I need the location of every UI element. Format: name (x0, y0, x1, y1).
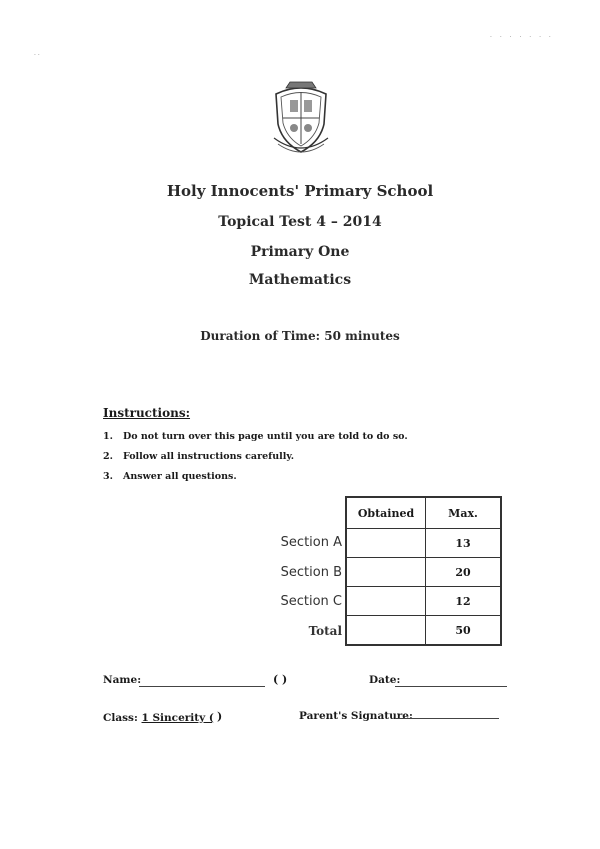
table-row (346, 587, 501, 616)
class-row (103, 712, 214, 724)
row-label-section-b: Section B (280, 564, 342, 580)
instruction-item (103, 430, 408, 450)
level: Primary One (250, 244, 350, 260)
max-cell: 13 (426, 529, 502, 558)
scan-speck-marks-left: · · (34, 52, 40, 59)
obtained-cell[interactable] (346, 558, 426, 587)
name-label: Name: (103, 674, 142, 686)
table-header-row (346, 497, 501, 529)
class-paren-close: ) (217, 710, 223, 723)
instruction-number: 2. (103, 451, 113, 462)
class-label: Class: (103, 712, 138, 724)
scan-speck-marks: · · · · · · · (490, 34, 554, 41)
instruction-item (103, 450, 408, 470)
class-value: 1 Sincerity ( (141, 712, 214, 724)
date-label: Date: (369, 674, 401, 686)
table-row (346, 558, 501, 587)
header-max: Max. (426, 497, 502, 529)
instruction-number: 3. (103, 471, 113, 482)
header-obtained: Obtained (346, 497, 426, 529)
max-cell: 50 (426, 616, 502, 646)
parent-signature-field[interactable] (395, 708, 499, 719)
table-row (346, 529, 501, 558)
table-row (346, 616, 501, 646)
register-number-field[interactable]: ( ) (273, 673, 288, 686)
instruction-text: Do not turn over this page until you are told to do so. (123, 431, 408, 442)
max-cell: 20 (426, 558, 502, 587)
row-label-total: Total (308, 623, 342, 638)
name-field[interactable] (139, 676, 265, 687)
instructions-list (103, 430, 408, 490)
test-title: Topical Test 4 – 2014 (218, 214, 382, 230)
obtained-cell[interactable] (346, 529, 426, 558)
obtained-cell[interactable] (346, 587, 426, 616)
subject: Mathematics (248, 272, 352, 288)
date-field[interactable] (395, 676, 507, 687)
school-crest-icon (268, 78, 334, 156)
obtained-cell[interactable] (346, 616, 426, 646)
max-cell: 12 (426, 587, 502, 616)
duration: Duration of Time: 50 minutes (200, 329, 400, 343)
instruction-number: 1. (103, 431, 113, 442)
row-label-section-c: Section C (280, 594, 342, 609)
marks-table (345, 496, 502, 646)
row-label-section-a: Section A (280, 535, 342, 550)
instructions-heading: Instructions: (103, 406, 191, 420)
instruction-item (103, 470, 408, 490)
school-name: Holy Innocents' Primary School (166, 182, 434, 200)
instruction-text: Answer all questions. (123, 471, 237, 482)
instruction-text: Follow all instructions carefully. (123, 451, 295, 462)
parent-signature-label: Parent's Signature: (299, 710, 413, 722)
marks-row-labels (240, 528, 342, 646)
